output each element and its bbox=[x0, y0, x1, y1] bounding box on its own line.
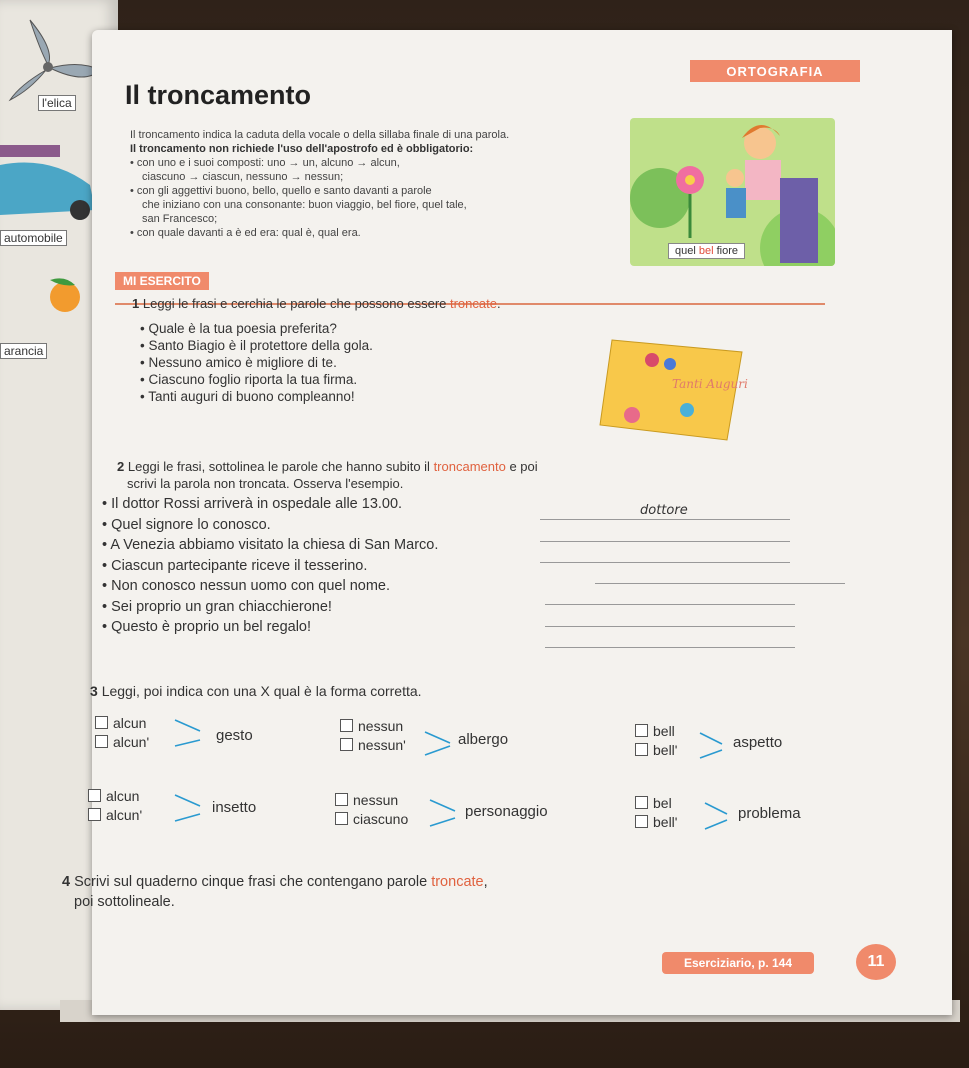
intro-line: • con quale davanti a è ed era: qual è, qual era. bbox=[130, 227, 361, 239]
target-word: insetto bbox=[212, 799, 257, 816]
intro-line: che iniziano con una consonante: buon viaggio, bel fiore, quel tale, bbox=[142, 199, 467, 211]
arrow-icon bbox=[705, 820, 727, 829]
list-item: • Santo Biagio è il protettore della gola. bbox=[140, 337, 373, 354]
ex4-prompt bbox=[62, 872, 488, 912]
arrow-icon bbox=[430, 818, 455, 826]
page-title: Il troncamento bbox=[125, 80, 312, 110]
ex4-text: poi sottolineale. bbox=[74, 894, 175, 910]
target-word: personaggio bbox=[465, 803, 548, 820]
target-word: aspetto bbox=[733, 734, 783, 751]
card-text: Tanti Auguri bbox=[672, 377, 748, 391]
ex2-text: scrivi la parola non troncata. Osserva l'esempio. bbox=[127, 476, 404, 491]
option-label: bel bbox=[653, 794, 672, 811]
ex3-text: Leggi, poi indica con una X qual è la forma corretta. bbox=[101, 683, 422, 699]
ex2-text: e poi bbox=[505, 459, 538, 474]
list-item: • Tanti auguri di buono compleanno! bbox=[140, 388, 373, 405]
list-item: • Questo è proprio un bel regalo! bbox=[102, 619, 438, 636]
ex2-number: 2 bbox=[117, 459, 125, 474]
label-automobile: automobile bbox=[0, 230, 67, 246]
ex1-text: Leggi le frasi e cerchia le parole che possono essere bbox=[142, 296, 450, 311]
option-label: nessun bbox=[353, 791, 399, 808]
sign-text: fiore bbox=[713, 245, 739, 257]
arrow-icon bbox=[425, 746, 450, 755]
intro-line: Il troncamento non richiede l'uso dell'apostrofo ed è obbligatorio: bbox=[130, 143, 474, 155]
arrow-icon bbox=[430, 800, 455, 811]
option-label: nessun bbox=[358, 717, 404, 734]
intro-line: • con uno e i suoi composti: uno → un, alcuno → alcun, bbox=[130, 157, 400, 169]
list-item: • Il dottor Rossi arriverà in ospedale alle 13.00. bbox=[102, 496, 438, 513]
option-label: bell bbox=[653, 722, 675, 739]
arrow-icon bbox=[175, 740, 200, 746]
option-label: nessun' bbox=[358, 736, 406, 753]
ex4-text: , bbox=[483, 874, 488, 890]
target-word: gesto bbox=[216, 727, 253, 744]
label-arancia: arancia bbox=[0, 343, 47, 359]
ex2-accent: troncamento bbox=[433, 459, 506, 474]
ex3-number: 3 bbox=[90, 683, 98, 699]
list-item: • Quel signore lo conosco. bbox=[102, 517, 438, 534]
section-label: MI ESERCITO bbox=[115, 272, 209, 290]
list-item: • Sei proprio un gran chiacchierone! bbox=[102, 599, 438, 616]
sign-text: quel bbox=[675, 245, 699, 257]
arrow-icon bbox=[700, 733, 722, 744]
target-word: albergo bbox=[458, 731, 509, 748]
section-tab: ORTOGRAFIA bbox=[690, 60, 860, 82]
option-label: alcun' bbox=[113, 733, 150, 750]
list-item: • Ciascun partecipante riceve il tesserino. bbox=[102, 558, 438, 575]
option-label: alcun bbox=[106, 787, 140, 804]
list-item: • Quale è la tua poesia preferita? bbox=[140, 320, 373, 337]
intro-line: • con gli aggettivi buono, bello, quello e santo davanti a parole bbox=[130, 185, 432, 197]
option-label: alcun bbox=[113, 714, 147, 731]
arrow-icon bbox=[175, 720, 200, 731]
arrow-icon bbox=[425, 732, 450, 743]
intro-line: Il troncamento indica la caduta della vocale o della sillaba finale di una parola. bbox=[130, 129, 510, 141]
list-item: • Non conosco nessun uomo con quel nome. bbox=[102, 578, 438, 595]
sign-accent: bel bbox=[698, 245, 714, 257]
example-answer: dottore bbox=[640, 503, 688, 518]
ex4-text: Scrivi sul quaderno cinque frasi che contengano parole bbox=[74, 874, 432, 890]
list-item: • Nessuno amico è migliore di te. bbox=[140, 354, 373, 371]
ex4-number: 4 bbox=[62, 874, 71, 890]
arrow-icon bbox=[175, 795, 200, 806]
ex1-accent: troncate bbox=[449, 296, 497, 311]
ex4-accent: troncate bbox=[431, 874, 484, 890]
arrow-icon bbox=[175, 814, 200, 821]
list-item: • A Venezia abbiamo visitato la chiesa di San Marco. bbox=[102, 537, 438, 554]
ex1-number: 1 bbox=[132, 296, 140, 311]
target-word: problema bbox=[738, 805, 801, 822]
label-elica: l'elica bbox=[38, 95, 76, 111]
ex1-text: . bbox=[496, 296, 501, 311]
option-label: bell' bbox=[653, 741, 678, 758]
option-label: bell' bbox=[653, 813, 678, 830]
intro-line: ciascuno → ciascun, nessuno → nessun; bbox=[142, 171, 344, 183]
intro-line: san Francesco; bbox=[142, 213, 218, 225]
arrow-icon bbox=[700, 750, 722, 758]
option-label: ciascuno bbox=[353, 810, 409, 827]
workbook-reference: Eserciziario, p. 144 bbox=[662, 952, 814, 974]
arrow-icon bbox=[705, 803, 727, 814]
option-label: alcun' bbox=[106, 806, 143, 823]
ex2-text: Leggi le frasi, sottolinea le parole che hanno subito il bbox=[127, 459, 434, 474]
page-number: 11 bbox=[856, 944, 896, 980]
list-item: • Ciascuno foglio riporta la tua firma. bbox=[140, 371, 373, 388]
